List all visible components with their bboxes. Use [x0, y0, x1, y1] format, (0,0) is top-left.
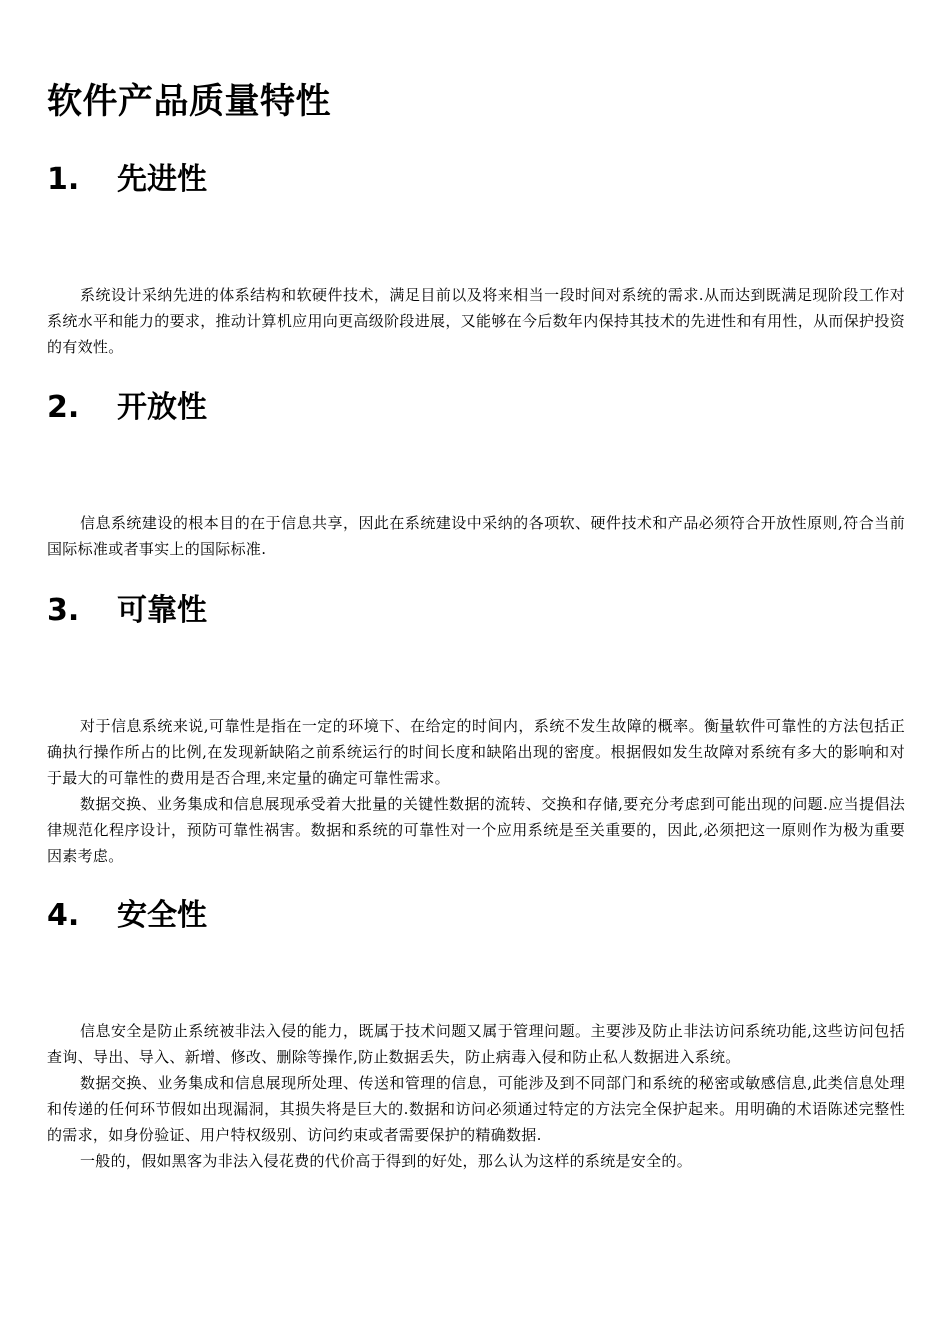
section-number: 3. [47, 593, 80, 628]
section-heading-openness [47, 388, 207, 428]
section-number: 2. [47, 390, 80, 425]
paragraph: 数据交换、业务集成和信息展现承受着大批量的关键性数据的流转、交换和存储,要充分考虑到可能出现的问题.应当提倡法律规范化程序设计，预防可靠性祸害。数据和系统的可靠性对一个应用系统是至关重要的，因此,必须把这一原则作为极为重要因素考虑。 [47, 795, 905, 865]
section-body-reliability [47, 713, 905, 869]
section-title: 安全性 [117, 898, 207, 933]
section-body-security [47, 1018, 905, 1174]
section-heading-reliability [47, 591, 207, 631]
section-number: 1. [47, 162, 80, 197]
paragraph: 对于信息系统来说,可靠性是指在一定的环境下、在给定的时间内，系统不发生故障的概率。衡量软件可靠性的方法包括正确执行操作所占的比例,在发现新缺陷之前系统运行的时间长度和缺陷出现的密度。根据假如发生故障对系统有多大的影响和对于最大的可靠性的费用是否合理,来定量的确定可靠性需求。 [47, 717, 905, 787]
section-title: 可靠性 [117, 593, 207, 628]
section-title: 先进性 [117, 162, 207, 197]
paragraph: 信息安全是防止系统被非法入侵的能力，既属于技术问题又属于管理问题。主要涉及防止非法访问系统功能,这些访问包括查询、导出、导入、新增、修改、删除等操作,防止数据丢失，防止病毒入侵和防止私人数据进入系统。 [47, 1022, 905, 1066]
section-heading-advanced [47, 160, 207, 200]
paragraph: 数据交换、业务集成和信息展现所处理、传送和管理的信息，可能涉及到不同部门和系统的秘密或敏感信息,此类信息处理和传递的任何环节假如出现漏洞，其损失将是巨大的.数据和访问必须通过特定的方法完全保护起来。用明确的术语陈述完整性的需求，如身份验证、用户特权级别、访问约束或者需要保护的精确数据. [47, 1074, 905, 1144]
section-title: 开放性 [117, 390, 207, 425]
section-heading-security [47, 896, 207, 936]
paragraph: 信息系统建设的根本目的在于信息共享，因此在系统建设中采纳的各项软、硬件技术和产品必须符合开放性原则,符合当前国际标准或者事实上的国际标准. [47, 514, 905, 558]
section-body-advanced [47, 282, 905, 360]
section-number: 4. [47, 898, 80, 933]
paragraph: 系统设计采纳先进的体系结构和软硬件技术，满足目前以及将来相当一段时间对系统的需求.从而达到既满足现阶段工作对系统水平和能力的要求，推动计算机应用向更高级阶段进展，又能够在今后数年内保持其技术的先进性和有用性，从而保护投资的有效性。 [47, 286, 905, 356]
paragraph: 一般的，假如黑客为非法入侵花费的代价高于得到的好处，那么认为这样的系统是安全的。 [80, 1152, 693, 1170]
page-title: 软件产品质量特性 [47, 82, 332, 122]
section-body-openness [47, 510, 905, 562]
